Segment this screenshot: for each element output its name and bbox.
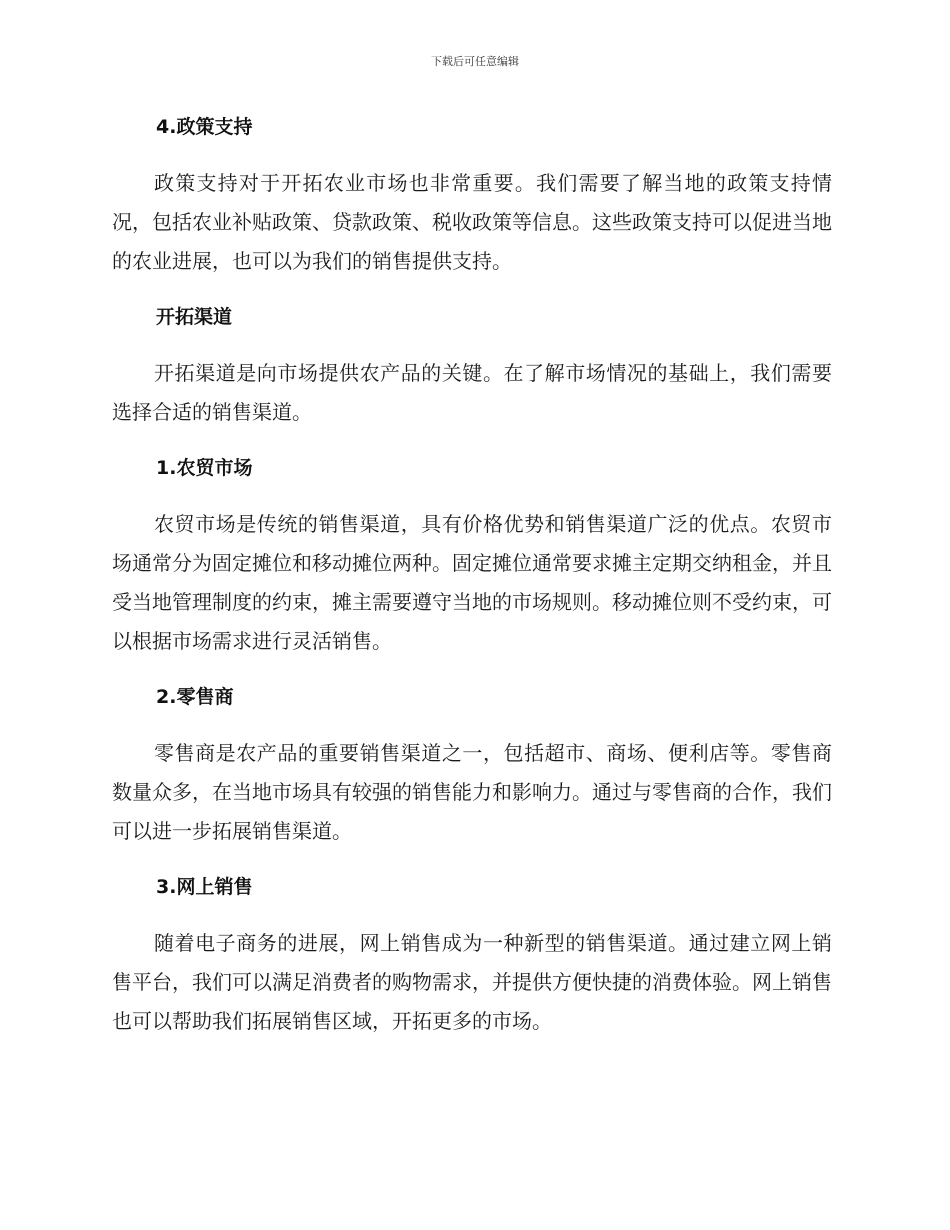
- section-heading-farmers-market: 1.农贸市场: [156, 457, 253, 479]
- section-heading-online-sales: 3.网上销售: [156, 876, 253, 898]
- section-paragraph-channel-development: 开拓渠道是向市场提供农产品的关键。在了解市场情况的基础上，我们需要选择合适的销售渠道。: [112, 361, 832, 424]
- section-heading-channel-development: 开拓渠道: [156, 306, 233, 328]
- section-paragraph-farmers-market: 农贸市场是传统的销售渠道，具有价格优势和销售渠道广泛的优点。农贸市场通常分为固定摊位和移动摊位两种。固定摊位通常要求摊主定期交纳租金，并且受当地管理制度的约束，摊主需要遵守当地的市场规则。移动摊位则不受约束，可以根据市场需求进行灵活销售。: [112, 512, 832, 653]
- section-paragraph-policy-support: 政策支持对于开拓农业市场也非常重要。我们需要了解当地的政策支持情况，包括农业补贴政策、贷款政策、税收政策等信息。这些政策支持可以促进当地的农业进展，也可以为我们的销售提供支持。: [112, 171, 832, 273]
- section-heading-retailers: 2.零售商: [156, 686, 234, 708]
- page-header: 下载后可任意编辑: [431, 55, 519, 68]
- document-body: [112, 108, 832, 1041]
- section-paragraph-retailers: 零售商是农产品的重要销售渠道之一，包括超市、商场、便利店等。零售商数量众多，在当地市场具有较强的销售能力和影响力。通过与零售商的合作，我们可以进一步拓展销售渠道。: [112, 741, 832, 843]
- section-paragraph-online-sales: 随着电子商务的进展，网上销售成为一种新型的销售渠道。通过建立网上销售平台，我们可以满足消费者的购物需求，并提供方便快捷的消费体验。网上销售也可以帮助我们拓展销售区域，开拓更多的市场。: [112, 931, 832, 1033]
- section-heading-policy-support: 4.政策支持: [156, 116, 253, 138]
